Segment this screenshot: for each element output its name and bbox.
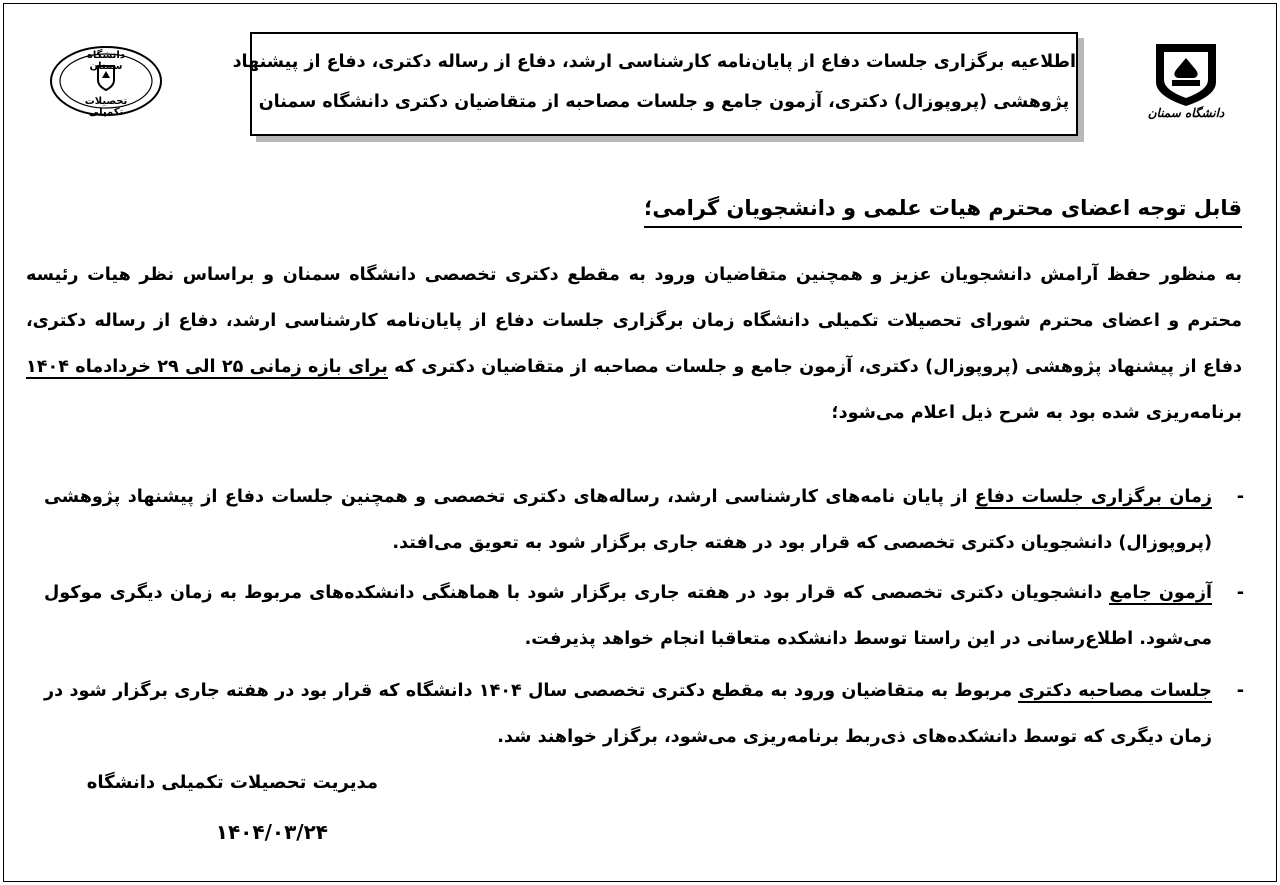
title-line-1: اطلاعیه برگزاری جلسات دفاع از پایان‌نامه کارشناسی ارشد، دفاع از رساله دکتری، دفاع از پیشنهاد: [232, 52, 1076, 72]
list-item-keyword: زمان برگزاری جلسات دفاع: [974, 487, 1212, 507]
greeting-heading: قابل توجه اعضای محترم هیات علمی و دانشجویان گرامی؛: [644, 196, 1242, 228]
university-logo: [1142, 36, 1230, 132]
signature: مدیریت تحصیلات تکمیلی دانشگاه: [86, 772, 378, 793]
list-item: [44, 570, 1244, 662]
intro-date-range: برای بازه زمانی ۲۵ الی ۲۹ خردادماه ۱۴۰۴: [26, 357, 388, 377]
list-item-text: مربوط به متقاضیان ورود به مقطع دکتری تخصصی سال ۱۴۰۴ دانشگاه که قرار بود در هفته جاری برگزار شود در زمان دیگری که توسط دانشکده‌های ذی‌ربط برنامه‌ریزی می‌شود، برگزار خواهند شد.: [44, 681, 1212, 747]
title-line-2: پژوهشی (پروپوزال) دکتری، آزمون جامع و جلسات مصاحبه از متقاضیان دکتری دانشگاه سمنان: [258, 92, 1070, 112]
list-item: [44, 474, 1244, 566]
seal-text-bottom: تحصیلات تکمیلی: [84, 96, 128, 118]
intro-text-part2: برنامه‌ریزی شده بود به شرح ذیل اعلام می‌شود؛: [831, 403, 1242, 423]
list-item-keyword: جلسات مصاحبه دکتری: [1018, 681, 1212, 701]
announcement-title-box: [232, 32, 1078, 136]
list-item: [44, 668, 1244, 760]
list-item-text: دانشجویان دکتری تخصصی که قرار بود در هفته جاری برگزار شود با هماهنگی دانشکده‌های مربوط به زمان دیگری موکول می‌شود. اطلاع‌رسانی در این راستا توسط دانشکده متعاقبا انجام خواهد پذیرفت.: [44, 583, 1212, 649]
university-logo-text: دانشگاه سمنان: [1147, 106, 1225, 120]
intro-text-part1: به منظور حفظ آرامش دانشجویان عزیز و همچنین متقاضیان ورود به مقطع دکتری تخصصی دانشگاه سمنان و براساس نظر هیات رئیسه محترم و اعضای محترم شورای تحصیلات تکمیلی دانشگاه زمان برگزاری جلسات دفاع از پایان‌نامه کارشناسی ارشد، دفاع از رساله دکتری، دفاع از پیشنهاد پژوهشی (پروپوزال) دکتری، آزمون جامع و جلسات مصاحبه از متقاضیان دکتری که: [26, 265, 1242, 377]
list-dash: -: [1236, 487, 1244, 507]
list-dash: -: [1236, 681, 1244, 701]
list-dash: -: [1236, 583, 1244, 603]
list-item-keyword: آزمون جامع: [1109, 583, 1213, 603]
seal-text-top: دانشگاه سمنان: [87, 50, 125, 72]
graduate-office-seal: [48, 44, 164, 118]
list-item-text: از پایان نامه‌های کارشناسی ارشد، رساله‌های دکتری تخصصی و همچنین جلسات دفاع از پیشنهاد پژوهشی (پروپوزال) دانشجویان دکتری تخصصی که قرار بود در هفته جاری برگزار شود به تعویق می‌افتد.: [44, 487, 1212, 553]
intro-paragraph: [26, 252, 1242, 436]
document-date: ۱۴۰۴/۰۳/۲۴: [215, 820, 328, 844]
